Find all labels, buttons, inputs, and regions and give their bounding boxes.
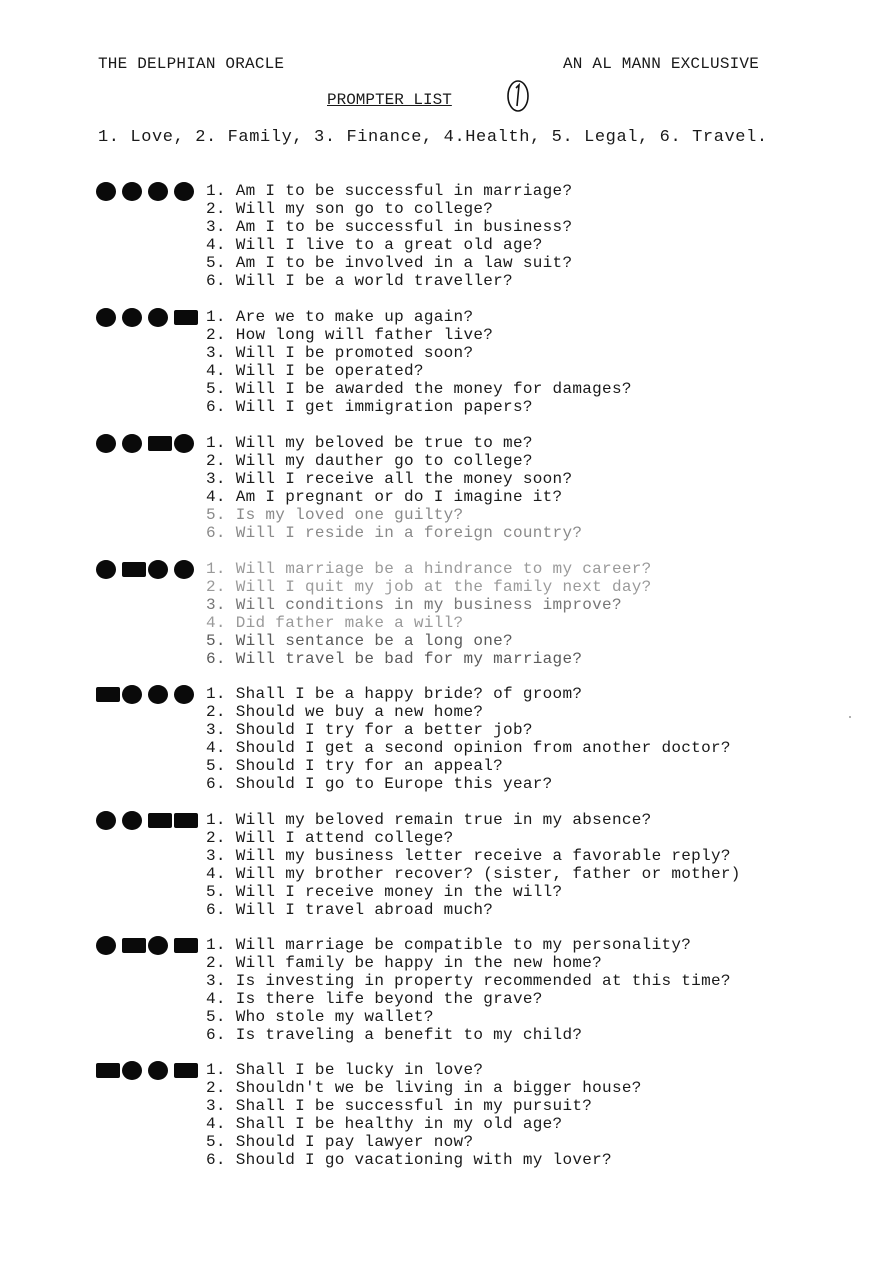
dot-mark xyxy=(174,434,194,453)
question-item: 2. Will I quit my job at the family next day? xyxy=(206,578,652,596)
question-item: 3. Will my business letter receive a favorable reply? xyxy=(206,847,731,865)
dot-mark xyxy=(148,1061,168,1080)
question-item: 5. Is my loved one guilty? xyxy=(206,506,464,524)
dot-mark xyxy=(122,811,142,830)
dot-mark xyxy=(148,685,168,704)
question-item: 3. Will I receive all the money soon? xyxy=(206,470,573,488)
question-item: 6. Will I reside in a foreign country? xyxy=(206,524,583,542)
question-item: 4. Will I be operated? xyxy=(206,362,424,380)
question-list xyxy=(206,182,572,290)
question-item: 6. Is traveling a benefit to my child? xyxy=(206,1026,583,1044)
dot-mark xyxy=(122,1061,142,1080)
question-item: 6. Should I go vacationing with my lover? xyxy=(206,1151,612,1169)
question-list xyxy=(206,936,731,1044)
question-list xyxy=(206,685,731,793)
question-item: 6. Will I be a world traveller? xyxy=(206,272,513,290)
question-item: 4. Will my brother recover? (sister, father or mother) xyxy=(206,865,741,883)
question-item: 6. Will I get immigration papers? xyxy=(206,398,533,416)
question-item: 2. Will I attend college? xyxy=(206,829,454,847)
question-item: 1. Will marriage be a hindrance to my career? xyxy=(206,560,652,578)
question-item: 6. Will travel be bad for my marriage? xyxy=(206,650,583,668)
dash-mark xyxy=(174,938,198,953)
question-item: 4. Will I live to a great old age? xyxy=(206,236,543,254)
paper-speck xyxy=(849,716,851,718)
question-item: 1. Will my beloved remain true in my absence? xyxy=(206,811,652,829)
code-marks xyxy=(96,434,204,456)
question-item: 1. Are we to make up again? xyxy=(206,308,474,326)
dot-mark xyxy=(148,182,168,201)
dot-mark xyxy=(96,936,116,955)
dot-mark xyxy=(96,560,116,579)
dot-mark xyxy=(148,560,168,579)
dot-mark xyxy=(96,182,116,201)
question-item: 1. Will marriage be compatible to my personality? xyxy=(206,936,692,954)
dash-mark xyxy=(148,813,172,828)
question-list xyxy=(206,434,582,542)
dot-mark xyxy=(174,685,194,704)
question-item: 6. Will I travel abroad much? xyxy=(206,901,494,919)
code-marks xyxy=(96,685,204,707)
code-marks xyxy=(96,1061,204,1083)
question-item: 4. Am I pregnant or do I imagine it? xyxy=(206,488,563,506)
dash-mark xyxy=(174,1063,198,1078)
question-item: 4. Shall I be healthy in my old age? xyxy=(206,1115,563,1133)
question-item: 1. Will my beloved be true to me? xyxy=(206,434,533,452)
question-item: 1. Am I to be successful in marriage? xyxy=(206,182,573,200)
page-number-handwritten xyxy=(505,79,531,113)
question-item: 3. Should I try for a better job? xyxy=(206,721,533,739)
dot-mark xyxy=(174,560,194,579)
question-list xyxy=(206,560,652,668)
question-item: 2. Will my dauther go to college? xyxy=(206,452,533,470)
question-item: 3. Shall I be successful in my pursuit? xyxy=(206,1097,593,1115)
code-marks xyxy=(96,182,204,204)
question-item: 6. Should I go to Europe this year? xyxy=(206,775,553,793)
dash-mark xyxy=(96,687,120,702)
dash-mark xyxy=(96,1063,120,1078)
question-list xyxy=(206,811,741,919)
dot-mark xyxy=(122,434,142,453)
question-item: 5. Will I be awarded the money for damages? xyxy=(206,380,632,398)
code-marks xyxy=(96,811,204,833)
question-item: 2. Will family be happy in the new home? xyxy=(206,954,603,972)
dash-mark xyxy=(174,310,198,325)
dot-mark xyxy=(148,308,168,327)
question-item: 5. Should I try for an appeal? xyxy=(206,757,504,775)
dot-mark xyxy=(148,936,168,955)
dot-mark xyxy=(122,308,142,327)
page-title: PROMPTER LIST xyxy=(327,91,452,109)
question-item: 5. Who stole my wallet? xyxy=(206,1008,434,1026)
dash-mark xyxy=(174,813,198,828)
question-item: 2. Will my son go to college? xyxy=(206,200,494,218)
header-left: THE DELPHIAN ORACLE xyxy=(98,55,285,73)
question-item: 3. Am I to be successful in business? xyxy=(206,218,573,236)
dot-mark xyxy=(96,811,116,830)
question-item: 5. Will I receive money in the will? xyxy=(206,883,563,901)
dash-mark xyxy=(122,562,146,577)
dot-mark xyxy=(96,308,116,327)
question-item: 5. Am I to be involved in a law suit? xyxy=(206,254,573,272)
question-item: 5. Should I pay lawyer now? xyxy=(206,1133,474,1151)
question-item: 2. Shouldn't we be living in a bigger house? xyxy=(206,1079,642,1097)
dash-mark xyxy=(148,436,172,451)
question-list xyxy=(206,1061,642,1169)
code-marks xyxy=(96,308,204,330)
question-item: 3. Is investing in property recommended at this time? xyxy=(206,972,731,990)
category-legend: 1. Love, 2. Family, 3. Finance, 4.Health, 5. Legal, 6. Travel. xyxy=(98,128,768,147)
question-item: 1. Shall I be a happy bride? of groom? xyxy=(206,685,583,703)
header-right: AN AL MANN EXCLUSIVE xyxy=(563,55,760,73)
dot-mark xyxy=(122,685,142,704)
dot-mark xyxy=(122,182,142,201)
question-item: 1. Shall I be lucky in love? xyxy=(206,1061,484,1079)
question-item: 5. Will sentance be a long one? xyxy=(206,632,513,650)
dash-mark xyxy=(122,938,146,953)
code-marks xyxy=(96,936,204,958)
question-item: 3. Will I be promoted soon? xyxy=(206,344,474,362)
dot-mark xyxy=(96,434,116,453)
question-item: 3. Will conditions in my business improve? xyxy=(206,596,622,614)
code-marks xyxy=(96,560,204,582)
question-item: 4. Did father make a will? xyxy=(206,614,464,632)
dot-mark xyxy=(174,182,194,201)
question-item: 2. How long will father live? xyxy=(206,326,494,344)
question-item: 4. Is there life beyond the grave? xyxy=(206,990,543,1008)
question-item: 2. Should we buy a new home? xyxy=(206,703,484,721)
question-list xyxy=(206,308,632,416)
question-item: 4. Should I get a second opinion from another doctor? xyxy=(206,739,731,757)
